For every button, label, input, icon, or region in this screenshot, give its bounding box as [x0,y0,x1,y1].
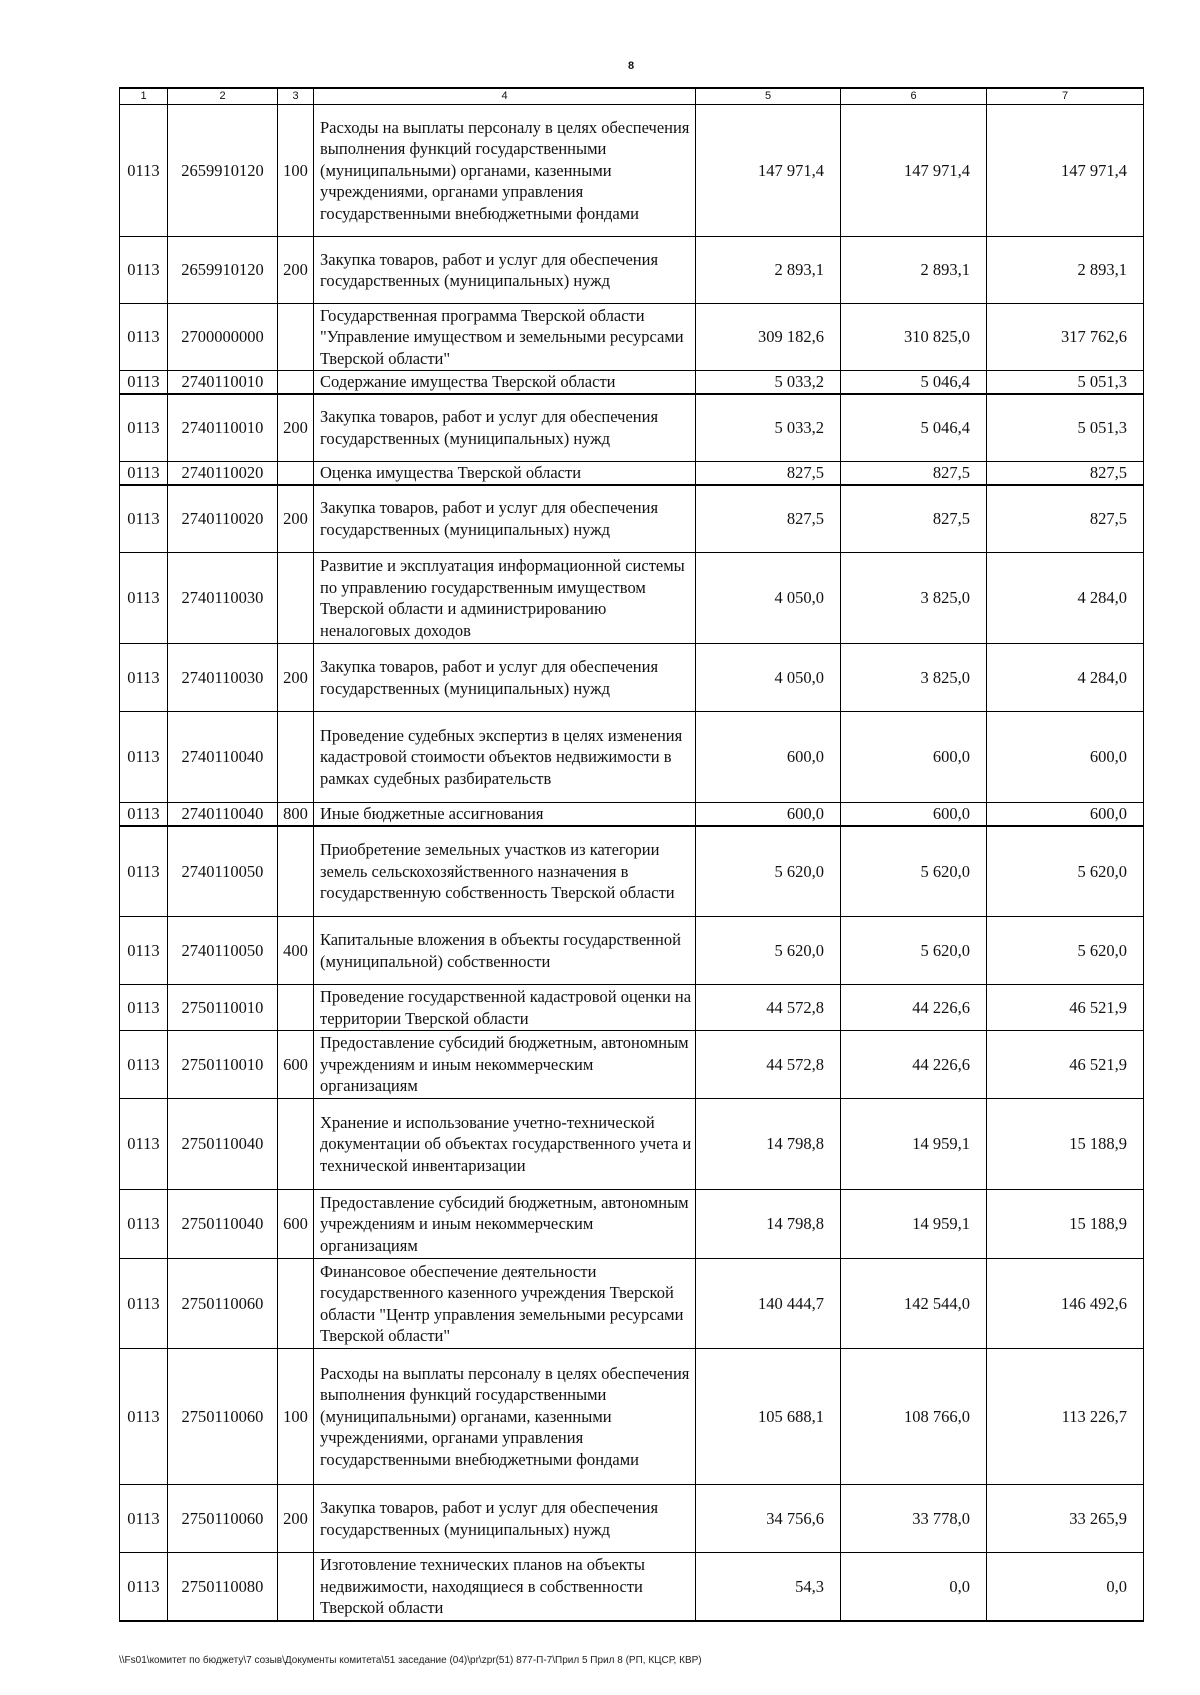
table-row [120,712,1144,803]
amount-col-7: 147 971,4 [987,105,1144,237]
amount-col-7: 5 051,3 [987,371,1144,394]
expense-type-code: 200 [278,485,314,553]
section-code: 0113 [120,1190,168,1259]
target-code: 2750110010 [168,1031,278,1099]
amount-col-5: 140 444,7 [696,1259,841,1349]
amount-col-6: 14 959,1 [841,1190,987,1259]
target-code: 2659910120 [168,105,278,237]
expense-type-code [278,985,314,1031]
amount-col-6: 108 766,0 [841,1349,987,1485]
table-row [120,371,1144,394]
target-code: 2740110040 [168,803,278,826]
amount-col-5: 827,5 [696,462,841,485]
section-code: 0113 [120,803,168,826]
amount-col-5: 4 050,0 [696,553,841,644]
target-code: 2740110030 [168,644,278,712]
expense-type-code [278,712,314,803]
amount-col-6: 44 226,6 [841,1031,987,1099]
expense-type-code: 100 [278,105,314,237]
header-col-3: 3 [278,88,314,105]
section-code: 0113 [120,1485,168,1553]
amount-col-7: 5 051,3 [987,394,1144,462]
section-code: 0113 [120,485,168,553]
table-row [120,237,1144,304]
section-code: 0113 [120,304,168,371]
amount-col-5: 309 182,6 [696,304,841,371]
expense-type-code: 200 [278,394,314,462]
amount-col-6: 5 046,4 [841,394,987,462]
amount-col-5: 4 050,0 [696,644,841,712]
target-code: 2740110040 [168,712,278,803]
target-code: 2740110030 [168,553,278,644]
expense-type-code: 600 [278,1031,314,1099]
amount-col-5: 34 756,6 [696,1485,841,1553]
table-row [120,1553,1144,1621]
item-name: Закупка товаров, работ и услуг для обеспечения государственных (муниципальных) нужд [314,237,696,304]
table-row [120,644,1144,712]
amount-col-7: 600,0 [987,712,1144,803]
amount-col-5: 44 572,8 [696,985,841,1031]
amount-col-6: 142 544,0 [841,1259,987,1349]
amount-col-5: 600,0 [696,803,841,826]
expense-type-code [278,1259,314,1349]
section-code: 0113 [120,1099,168,1190]
section-code: 0113 [120,1553,168,1621]
item-name: Иные бюджетные ассигнования [314,803,696,826]
target-code: 2750110040 [168,1190,278,1259]
page-number: 8 [627,60,635,72]
table-row [120,1349,1144,1485]
target-code: 2750110080 [168,1553,278,1621]
item-name: Проведение государственной кадастровой оценки на территории Тверской области [314,985,696,1031]
amount-col-7: 827,5 [987,485,1144,553]
amount-col-5: 5 620,0 [696,917,841,985]
expense-type-code: 400 [278,917,314,985]
target-code: 2659910120 [168,237,278,304]
table-row [120,462,1144,485]
item-name: Закупка товаров, работ и услуг для обеспечения государственных (муниципальных) нужд [314,485,696,553]
item-name: Закупка товаров, работ и услуг для обеспечения государственных (муниципальных) нужд [314,1485,696,1553]
amount-col-6: 3 825,0 [841,644,987,712]
target-code: 2740110050 [168,917,278,985]
target-code: 2740110050 [168,826,278,917]
expense-type-code [278,1099,314,1190]
expense-type-code [278,826,314,917]
amount-col-6: 14 959,1 [841,1099,987,1190]
item-name: Изготовление технических планов на объекты недвижимости, находящиеся в собственности Тверской области [314,1553,696,1621]
amount-col-7: 46 521,9 [987,1031,1144,1099]
item-name: Приобретение земельных участков из категории земель сельскохозяйственного назначения в государственную собственность Тверской области [314,826,696,917]
target-code: 2750110060 [168,1349,278,1485]
item-name: Проведение судебных экспертиз в целях изменения кадастровой стоимости объектов недвижимости в рамках судебных разбирательств [314,712,696,803]
expense-type-code [278,304,314,371]
target-code: 2750110060 [168,1485,278,1553]
amount-col-6: 600,0 [841,712,987,803]
amount-col-7: 5 620,0 [987,826,1144,917]
amount-col-7: 113 226,7 [987,1349,1144,1485]
item-name: Хранение и использование учетно-технической документации об объектах государственного учета и технической инвентаризации [314,1099,696,1190]
expense-type-code [278,462,314,485]
item-name: Расходы на выплаты персоналу в целях обеспечения выполнения функций государственными (муниципальными) органами, казенными учреждениями, органами управления государственными внебюджетными фондами [314,105,696,237]
item-name: Расходы на выплаты персоналу в целях обеспечения выполнения функций государственными (муниципальными) органами, казенными учреждениями, органами управления государственными внебюджетными фондами [314,1349,696,1485]
amount-col-6: 44 226,6 [841,985,987,1031]
header-col-5: 5 [696,88,841,105]
header-col-1: 1 [120,88,168,105]
header-col-6: 6 [841,88,987,105]
target-code: 2740110020 [168,485,278,553]
table-row [120,1099,1144,1190]
section-code: 0113 [120,1259,168,1349]
amount-col-5: 54,3 [696,1553,841,1621]
amount-col-6: 5 046,4 [841,371,987,394]
section-code: 0113 [120,237,168,304]
header-col-7: 7 [987,88,1144,105]
table-row [120,1190,1144,1259]
table-row [120,1031,1144,1099]
target-code: 2750110060 [168,1259,278,1349]
target-code: 2740110010 [168,371,278,394]
section-code: 0113 [120,826,168,917]
amount-col-7: 15 188,9 [987,1099,1144,1190]
amount-col-7: 600,0 [987,803,1144,826]
amount-col-5: 44 572,8 [696,1031,841,1099]
amount-col-7: 4 284,0 [987,644,1144,712]
amount-col-5: 14 798,8 [696,1099,841,1190]
amount-col-6: 0,0 [841,1553,987,1621]
item-name: Предоставление субсидий бюджетным, автономным учреждениям и иным некоммерческим организациям [314,1190,696,1259]
amount-col-5: 5 033,2 [696,394,841,462]
table-row [120,826,1144,917]
section-code: 0113 [120,371,168,394]
amount-col-6: 827,5 [841,485,987,553]
amount-col-5: 14 798,8 [696,1190,841,1259]
amount-col-7: 146 492,6 [987,1259,1144,1349]
amount-col-7: 0,0 [987,1553,1144,1621]
target-code: 2740110020 [168,462,278,485]
section-code: 0113 [120,462,168,485]
expense-type-code: 200 [278,237,314,304]
amount-col-6: 827,5 [841,462,987,485]
section-code: 0113 [120,1349,168,1485]
expense-type-code: 600 [278,1190,314,1259]
section-code: 0113 [120,1031,168,1099]
expense-type-code: 800 [278,803,314,826]
expense-type-code [278,1553,314,1621]
amount-col-6: 5 620,0 [841,826,987,917]
amount-col-7: 33 265,9 [987,1485,1144,1553]
amount-col-5: 5 033,2 [696,371,841,394]
amount-col-7: 5 620,0 [987,917,1144,985]
amount-col-6: 5 620,0 [841,917,987,985]
amount-col-5: 5 620,0 [696,826,841,917]
table-row [120,1485,1144,1553]
expense-type-code: 200 [278,644,314,712]
item-name: Финансовое обеспечение деятельности государственного казенного учреждения Тверской области "Центр управления земельными ресурсами Тверской области" [314,1259,696,1349]
amount-col-7: 4 284,0 [987,553,1144,644]
table-row [120,985,1144,1031]
amount-col-6: 2 893,1 [841,237,987,304]
table-row [120,304,1144,371]
item-name: Содержание имущества Тверской области [314,371,696,394]
table-row [120,394,1144,462]
section-code: 0113 [120,553,168,644]
target-code: 2740110010 [168,394,278,462]
amount-col-7: 827,5 [987,462,1144,485]
amount-col-5: 827,5 [696,485,841,553]
item-name: Оценка имущества Тверской области [314,462,696,485]
table-row [120,1259,1144,1349]
header-col-4: 4 [314,88,696,105]
item-name: Закупка товаров, работ и услуг для обеспечения государственных (муниципальных) нужд [314,394,696,462]
item-name: Закупка товаров, работ и услуг для обеспечения государственных (муниципальных) нужд [314,644,696,712]
amount-col-7: 317 762,6 [987,304,1144,371]
header-row [120,88,1144,105]
amount-col-5: 105 688,1 [696,1349,841,1485]
target-code: 2750110010 [168,985,278,1031]
expense-type-code: 100 [278,1349,314,1485]
amount-col-6: 3 825,0 [841,553,987,644]
section-code: 0113 [120,644,168,712]
expense-type-code [278,371,314,394]
amount-col-5: 147 971,4 [696,105,841,237]
section-code: 0113 [120,105,168,237]
table-row [120,553,1144,644]
amount-col-7: 2 893,1 [987,237,1144,304]
section-code: 0113 [120,394,168,462]
target-code: 2750110040 [168,1099,278,1190]
amount-col-6: 33 778,0 [841,1485,987,1553]
table-row [120,485,1144,553]
amount-col-7: 46 521,9 [987,985,1144,1031]
section-code: 0113 [120,917,168,985]
item-name: Государственная программа Тверской области "Управление имуществом и земельными ресурсами Тверской области" [314,304,696,371]
target-code: 2700000000 [168,304,278,371]
section-code: 0113 [120,712,168,803]
item-name: Предоставление субсидий бюджетным, автономным учреждениям и иным некоммерческим организациям [314,1031,696,1099]
amount-col-7: 15 188,9 [987,1190,1144,1259]
amount-col-6: 600,0 [841,803,987,826]
amount-col-5: 2 893,1 [696,237,841,304]
amount-col-5: 600,0 [696,712,841,803]
table-row [120,803,1144,826]
table-row [120,105,1144,237]
item-name: Развитие и эксплуатация информационной системы по управлению государственным имуществом Тверской области и администрированию неналоговых доходов [314,553,696,644]
footer-file-path: \\Fs01\комитет по бюджету\7 созыв\Документы комитета\51 заседание (04)\pr\zpr(51) 877-П-7\Прил 5 Прил 8 (РП, КЦСР, КВР) [119,1655,702,1666]
expense-type-code [278,553,314,644]
item-name: Капитальные вложения в объекты государственной (муниципальной) собственности [314,917,696,985]
expense-type-code: 200 [278,1485,314,1553]
amount-col-6: 310 825,0 [841,304,987,371]
header-col-2: 2 [168,88,278,105]
budget-table [119,87,1144,1622]
amount-col-6: 147 971,4 [841,105,987,237]
table-row [120,917,1144,985]
section-code: 0113 [120,985,168,1031]
